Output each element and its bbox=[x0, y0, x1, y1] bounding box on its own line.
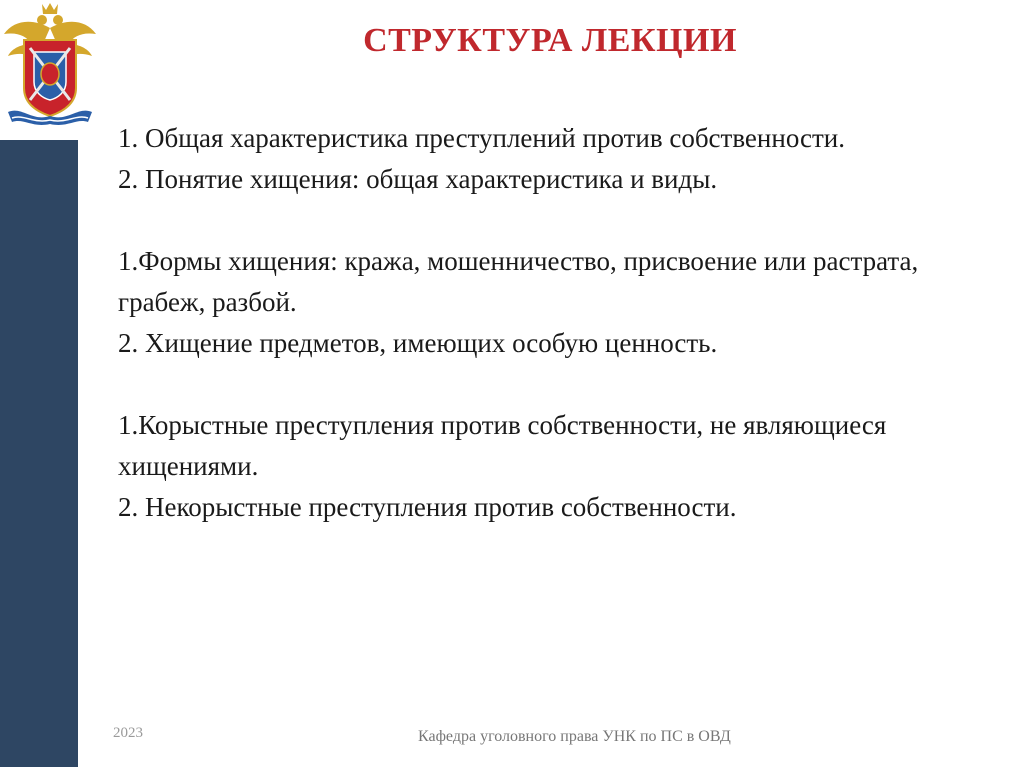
lecture-section-1 bbox=[118, 118, 988, 200]
police-eagle-emblem-icon bbox=[2, 0, 98, 132]
slide-title: СТРУКТУРА ЛЕКЦИИ bbox=[363, 22, 737, 59]
lecture-item: 2. Понятие хищения: общая характеристика и виды. bbox=[118, 164, 718, 194]
lecture-section-3 bbox=[118, 405, 988, 528]
lecture-item: 1.Формы хищения: кража, мошенничество, присвоение или растрата, грабеж, разбой. bbox=[118, 246, 919, 317]
lecture-item: 2. Некорыстные преступления против собственности. bbox=[118, 492, 737, 522]
lecture-item: 2. Хищение предметов, имеющих особую ценность. bbox=[118, 328, 718, 358]
lecture-section-2 bbox=[118, 241, 988, 364]
lecture-item: 1. Общая характеристика преступлений против собственности. bbox=[118, 123, 845, 153]
left-sidebar-bar bbox=[0, 140, 78, 767]
lecture-item: 1.Корыстные преступления против собственности, не являющиеся хищениями. bbox=[118, 410, 887, 481]
lecture-structure-list bbox=[118, 118, 988, 569]
footer-department: Кафедра уголовного права УНК по ПС в ОВД bbox=[418, 728, 731, 745]
footer-year: 2023 bbox=[113, 725, 143, 741]
